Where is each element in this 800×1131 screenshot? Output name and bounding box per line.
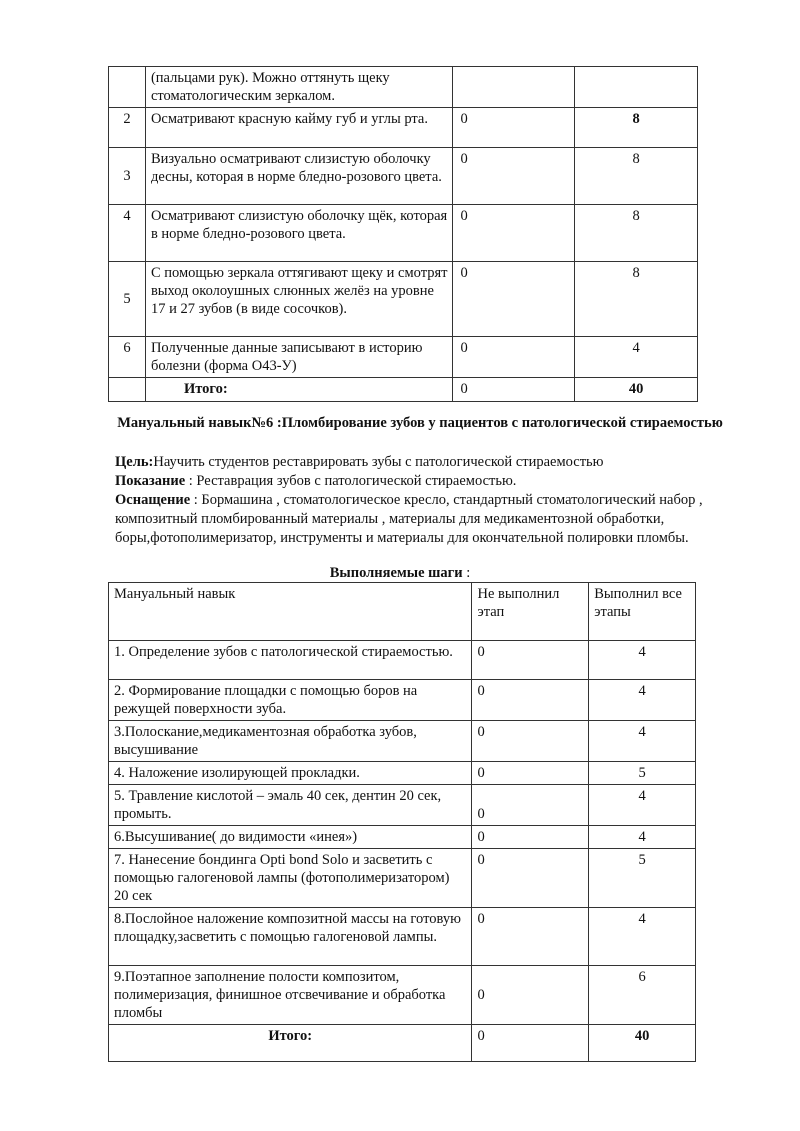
- row-number: 5: [109, 262, 146, 337]
- row-number: 2: [109, 108, 146, 148]
- table-row: [109, 67, 698, 108]
- not-done-score: 0: [472, 908, 589, 966]
- equipment-paragraph: [115, 491, 725, 548]
- not-done-score: 0: [472, 680, 589, 721]
- step-text: 1. Определение зубов с патологической стираемостью.: [109, 641, 472, 680]
- done-score: 8: [575, 205, 698, 262]
- total-label: Итого:: [145, 378, 453, 402]
- not-done-score: 0: [453, 148, 575, 205]
- done-score: 4: [589, 826, 696, 849]
- step-text: 8.Послойное наложение композитной массы на готовую площадку,засветить с помощью галогеновой лампы.: [109, 908, 472, 966]
- step-text: 5. Травление кислотой – эмаль 40 сек, дентин 20 сек, промыть.: [109, 785, 472, 826]
- done-score: 4: [589, 680, 696, 721]
- not-done-score: 0: [453, 262, 575, 337]
- step-text: 2. Формирование площадки с помощью боров на режущей поверхности зуба.: [109, 680, 472, 721]
- not-done-score: 0: [453, 108, 575, 148]
- not-done-score: 0: [472, 849, 589, 908]
- table-row: [109, 262, 698, 337]
- skill-title: Мануальный навык№6 :Пломбирование зубов у пациентов с патологической стираемостью: [117, 415, 723, 431]
- done-score: 8: [575, 262, 698, 337]
- header-row: [109, 583, 696, 641]
- row-number: 3: [109, 148, 146, 205]
- done-score: 4: [589, 641, 696, 680]
- table-row: [109, 108, 698, 148]
- done-score: 5: [589, 762, 696, 785]
- step-text: 9.Поэтапное заполнение полости композитом, полимеризация, финишное отсвечивание и обработка пломбы: [109, 966, 472, 1025]
- header-done: Выполнил все этапы: [589, 583, 696, 641]
- done-score: 4: [589, 785, 696, 826]
- header-skill: Мануальный навык: [109, 583, 472, 641]
- row-number: [109, 67, 146, 108]
- row-text: Полученные данные записывают в историю болезни (форма О43-У): [145, 337, 453, 378]
- table-row: [109, 908, 696, 966]
- table-row: [109, 966, 696, 1025]
- header-not-done: Не выполнил этап: [472, 583, 589, 641]
- row-text: Осматривают слизистую оболочку щёк, которая в норме бледно-розового цвета.: [145, 205, 453, 262]
- table-row: [109, 785, 696, 826]
- total-not-done: 0: [453, 378, 575, 402]
- table-row: [109, 148, 698, 205]
- table-row: [109, 205, 698, 262]
- indication-label: Показание: [115, 473, 186, 489]
- row-text: С помощью зеркала оттягивают щеку и смотрят выход околоушных слюнных желёз на уровне 17 и 27 зубов (в виде сосочков).: [145, 262, 453, 337]
- table-row: [109, 762, 696, 785]
- total-done: 40: [589, 1025, 696, 1062]
- steps-title: Выполняемые шаги: [329, 565, 463, 581]
- goal-label: Цель:: [115, 454, 154, 470]
- checklist-table-1: [108, 66, 698, 402]
- goal-text: Научить студентов реставрировать зубы с патологической стираемостью: [153, 454, 604, 470]
- total-done: 40: [575, 378, 698, 402]
- step-text: 3.Полоскание,медикаментозная обработка зубов, высушивание: [109, 721, 472, 762]
- not-done-score: [453, 67, 575, 108]
- done-score: [575, 67, 698, 108]
- row-text: (пальцами рук). Можно оттянуть щеку стоматологическим зеркалом.: [145, 67, 453, 108]
- done-score: 8: [575, 108, 698, 148]
- done-score: 5: [589, 849, 696, 908]
- steps-heading: [0, 565, 800, 582]
- not-done-score: 0: [472, 721, 589, 762]
- equipment-label: Оснащение: [115, 492, 191, 508]
- not-done-score: 0: [472, 641, 589, 680]
- done-score: 4: [589, 908, 696, 966]
- step-text: 7. Нанесение бондинга Opti bond Solo и засветить с помощью галогеновой лампы (фотополимеризатором) 20 сек: [109, 849, 472, 908]
- total-row: [109, 1025, 696, 1062]
- table-row: [109, 826, 696, 849]
- indication-paragraph: [115, 472, 725, 491]
- table-row: [109, 641, 696, 680]
- table-row: [109, 721, 696, 762]
- table-row: [109, 680, 696, 721]
- goal-paragraph: [115, 453, 725, 472]
- row-number: 6: [109, 337, 146, 378]
- not-done-score: 0: [472, 785, 589, 826]
- row-text: Визуально осматривают слизистую оболочку десны, которая в норме бледно-розового цвета.: [145, 148, 453, 205]
- total-not-done: 0: [472, 1025, 589, 1062]
- done-score: 6: [589, 966, 696, 1025]
- done-score: 8: [575, 148, 698, 205]
- row-text: Осматривают красную кайму губ и углы рта.: [145, 108, 453, 148]
- equipment-text: : Бормашина , стоматологическое кресло, стандартный стоматологический набор , композитный пломбированный материалы , материалы для медикаментозной обработки, боры,фотополимеризатор, инструменты и материалы для окончательной полировки пломбы.: [115, 492, 703, 546]
- done-score: 4: [575, 337, 698, 378]
- not-done-score: 0: [472, 762, 589, 785]
- not-done-score: 0: [453, 205, 575, 262]
- table-row: [109, 337, 698, 378]
- step-text: 6.Высушивание( до видимости «инея»): [109, 826, 472, 849]
- done-score: 4: [589, 721, 696, 762]
- row-number: 4: [109, 205, 146, 262]
- total-row: [109, 378, 698, 402]
- not-done-score: 0: [472, 966, 589, 1025]
- not-done-score: 0: [472, 826, 589, 849]
- not-done-score: 0: [453, 337, 575, 378]
- steps-colon: :: [462, 565, 471, 581]
- checklist-table-2: [108, 582, 696, 1062]
- step-text: 4. Наложение изолирующей прокладки.: [109, 762, 472, 785]
- total-label: Итого:: [109, 1025, 472, 1062]
- indication-text: : Реставрация зубов с патологической стираемостью.: [185, 473, 517, 489]
- table-row: [109, 849, 696, 908]
